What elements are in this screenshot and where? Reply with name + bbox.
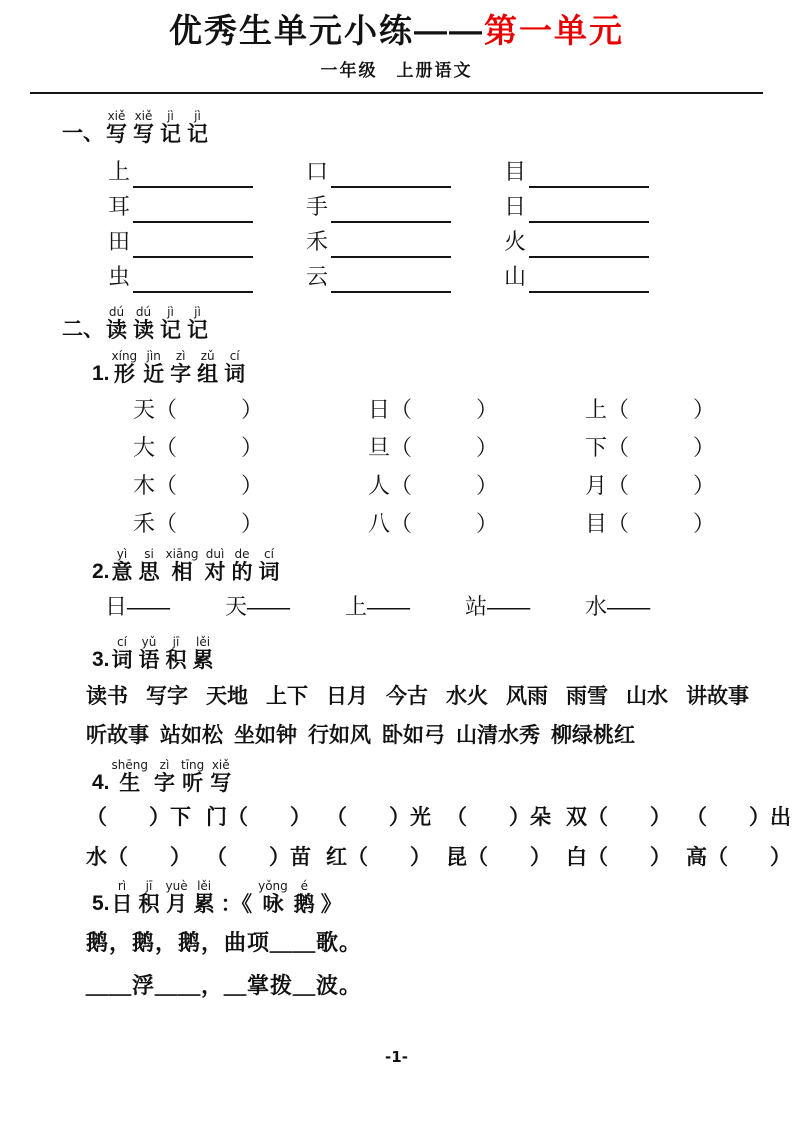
close-paren: ） (476, 511, 499, 537)
hanzi: 手 (306, 193, 329, 219)
open-paren: （ (155, 435, 178, 461)
pinyin-label: xiāng (165, 547, 199, 562)
word-item: 门（ ） (206, 804, 311, 829)
open-paren: （ (607, 435, 630, 461)
word-item: 山清水秀 (456, 723, 540, 748)
pinyin-label: dú (106, 304, 127, 319)
hanzi: 日 (105, 594, 128, 620)
close-paren: ） (241, 511, 264, 537)
heading-char: 词cí (258, 547, 280, 585)
write-item (504, 195, 702, 219)
open-paren: （ (607, 511, 630, 537)
bracket-item (133, 393, 368, 424)
close-paren: ） (241, 473, 264, 499)
open-paren: （ (390, 511, 413, 537)
dash-blank: —— (367, 594, 410, 620)
pinyin-label: tīng (180, 757, 205, 772)
hanzi: 站 (465, 594, 488, 620)
blank-line (331, 288, 451, 293)
heading-char: 词cí (111, 635, 133, 673)
q1-heading (92, 350, 763, 386)
close-paren: ） (241, 397, 264, 423)
open-paren: （ (607, 397, 630, 423)
close-paren: ） (476, 473, 499, 499)
blank-line (529, 183, 649, 188)
word-item: 水火 (446, 684, 488, 709)
q5-number: 5. (92, 891, 110, 915)
grid-row (133, 430, 763, 468)
hanzi: 大 (133, 435, 156, 461)
pinyin-label: zì (153, 757, 175, 772)
pinyin-label: zì (170, 349, 192, 364)
hanzi: 云 (306, 263, 329, 289)
word-item: 雨雪 (566, 684, 608, 709)
blank-line (529, 288, 649, 293)
word-accumulation-line1 (86, 684, 763, 709)
word-item: （ ）出 (686, 804, 791, 829)
word-item: 昆（ ） (446, 844, 551, 869)
pinyin-label: zǔ (197, 349, 219, 364)
heading-char: 积jī (138, 878, 160, 916)
pinyin-label: jì (160, 108, 181, 123)
heading-char: 积jī (165, 635, 187, 673)
dash-blank: —— (247, 594, 290, 620)
heading-char: 读dú (133, 304, 154, 342)
grid-row (133, 468, 763, 506)
heading-char: 字zì (153, 757, 175, 795)
pinyin-label: rì (111, 878, 133, 893)
q3-title (112, 636, 220, 672)
blank-line (133, 218, 253, 223)
blank-line (133, 253, 253, 258)
word-item: 风雨 (506, 684, 548, 709)
hanzi: 禾 (306, 228, 329, 254)
dash-blank: —— (607, 594, 650, 620)
word-item: 讲故事 (686, 684, 749, 709)
pinyin-label: si (138, 547, 160, 562)
dash-blank: —— (127, 594, 170, 620)
page-subtitle: 一年级 上册语文 (320, 60, 473, 80)
q4-title (112, 759, 238, 795)
pinyin-label: yuè (165, 878, 188, 893)
hanzi: 日 (504, 193, 527, 219)
heading-char: 对duì (204, 547, 226, 585)
dictation-line1 (86, 804, 791, 830)
pinyin-label: xiě (210, 757, 232, 772)
open-paren: （ (155, 473, 178, 499)
pinyin-label: xíng (111, 349, 138, 364)
hanzi: 日 (368, 397, 391, 423)
bracket-item (368, 393, 585, 424)
heading-char: 记jì (187, 108, 208, 146)
hanzi: 人 (368, 473, 391, 499)
opposite-item (585, 594, 649, 620)
bracket-item (133, 507, 368, 538)
pinyin-label: dú (133, 304, 154, 319)
grid-row (108, 154, 763, 189)
pinyin-label: shēng (111, 757, 148, 772)
word-item: 柳绿桃红 (551, 723, 635, 748)
hanzi: 旦 (368, 435, 391, 461)
heading-char: ：《 (221, 893, 253, 916)
pinyin-label: lěi (193, 878, 215, 893)
heading-char: 读dú (106, 304, 127, 342)
write-item (108, 160, 306, 184)
word-item: （ ）朵 (446, 804, 551, 829)
similar-characters-grid (133, 392, 763, 544)
section1-title (106, 110, 214, 146)
opposite-item (225, 594, 289, 620)
heading-char: 相xiāng (165, 547, 199, 585)
heading-char: 月yuè (165, 878, 188, 916)
pinyin-label: jì (187, 108, 208, 123)
pinyin-label: lěi (192, 635, 214, 650)
close-paren: ） (693, 473, 716, 499)
q4-heading (92, 759, 763, 795)
hanzi: 木 (133, 473, 156, 499)
hanzi: 上 (585, 397, 608, 423)
word-item: 今古 (386, 684, 428, 709)
page-number: -1- (385, 1048, 408, 1066)
word-item: 高（ ） (686, 844, 791, 869)
bracket-item (368, 431, 585, 462)
write-item (504, 230, 702, 254)
heading-char: 听tīng (180, 757, 205, 795)
grid-row (108, 189, 763, 224)
hanzi: 月 (585, 473, 608, 499)
heading-char: 累lěi (193, 878, 215, 916)
write-item (108, 195, 306, 219)
heading-char: 记jì (160, 108, 181, 146)
open-paren: （ (390, 473, 413, 499)
q3-heading (92, 636, 763, 672)
dictation-line2 (86, 844, 791, 870)
close-paren: ） (476, 435, 499, 461)
heading-char: 语yǔ (138, 635, 160, 673)
word-item: 日月 (326, 684, 368, 709)
hanzi: 耳 (108, 193, 131, 219)
pinyin-label: de (231, 547, 253, 562)
heading-char: 咏yǒng (258, 878, 288, 916)
bracket-item (585, 469, 715, 500)
hanzi: 天 (225, 594, 248, 620)
word-item: 听故事 (86, 723, 149, 748)
blank-line (331, 218, 451, 223)
heading-char: 日rì (111, 878, 133, 916)
pinyin-label: xiě (106, 108, 127, 123)
close-paren: ） (241, 435, 264, 461)
blank-line (331, 183, 451, 188)
blank-line (331, 253, 451, 258)
page-title (0, 0, 793, 50)
pinyin-label: duì (204, 547, 226, 562)
pinyin-label: é (293, 878, 315, 893)
write-item (306, 160, 504, 184)
q2-title (112, 548, 286, 584)
section1-number: 一、 (62, 121, 104, 145)
hanzi: 目 (504, 158, 527, 184)
pinyin-label: xiě (133, 108, 154, 123)
hanzi: 田 (108, 228, 131, 254)
word-item: 读书 (86, 684, 128, 709)
pinyin-label: jì (187, 304, 208, 319)
blank-line (529, 218, 649, 223)
section2-number: 二、 (62, 317, 104, 341)
close-paren: ） (693, 397, 716, 423)
heading-char: 写xiě (210, 757, 232, 795)
bracket-item (585, 431, 715, 462)
bracket-item (133, 469, 368, 500)
worksheet-content (0, 94, 793, 1000)
close-paren: ） (693, 435, 716, 461)
heading-char: 写xiě (106, 108, 127, 146)
q1-title (112, 350, 252, 386)
word-item: 红（ ） (326, 844, 431, 869)
bracket-item (133, 431, 368, 462)
pinyin-label: cí (111, 635, 133, 650)
write-item (504, 160, 702, 184)
bracket-item (368, 469, 585, 500)
word-accumulation-line2 (86, 723, 763, 748)
close-paren: ） (476, 397, 499, 423)
opposite-item (345, 594, 409, 620)
pinyin-label: yì (111, 547, 133, 562)
blank-line (529, 253, 649, 258)
opposite-item (105, 594, 169, 620)
hanzi: 八 (368, 511, 391, 537)
open-paren: （ (390, 435, 413, 461)
word-item: 站如松 (160, 723, 223, 748)
bracket-item (585, 507, 715, 538)
pinyin-label: jī (165, 635, 187, 650)
open-paren: （ (390, 397, 413, 423)
pinyin-label: cí (258, 547, 280, 562)
pinyin-label: jìn (143, 349, 165, 364)
heading-char: 近jìn (143, 349, 165, 387)
pinyin-label: yǒng (258, 878, 288, 893)
q4-number: 4. (92, 770, 110, 794)
heading-char: 》 (321, 893, 342, 916)
poem-line2: ＿＿浮＿＿，＿掌拨＿波。 (86, 973, 363, 999)
hanzi: 虫 (108, 263, 131, 289)
title-black-part: 优秀生单元小练—— (169, 12, 484, 49)
grid-row (108, 224, 763, 259)
heading-char: 思si (138, 547, 160, 585)
hanzi: 上 (108, 158, 131, 184)
hanzi: 下 (585, 435, 608, 461)
open-paren: （ (155, 397, 178, 423)
bracket-item (585, 393, 715, 424)
word-item: 白（ ） (566, 844, 671, 869)
pinyin-label: jì (160, 304, 181, 319)
hanzi: 火 (504, 228, 527, 254)
open-paren: （ (155, 511, 178, 537)
word-item: 山水 (626, 684, 668, 709)
word-item: 上下 (266, 684, 308, 709)
word-item: 天地 (206, 684, 248, 709)
open-paren: （ (607, 473, 630, 499)
hanzi: 禾 (133, 511, 156, 537)
section2-title (106, 306, 214, 342)
close-paren: ） (693, 511, 716, 537)
heading-char: 字zì (170, 349, 192, 387)
q2-heading (92, 548, 763, 584)
write-item (306, 230, 504, 254)
heading-char: 词cí (224, 349, 246, 387)
dash-blank: —— (487, 594, 530, 620)
heading-char: 记jì (187, 304, 208, 342)
write-item (504, 265, 702, 289)
hanzi: 山 (504, 263, 527, 289)
bracket-item (368, 507, 585, 538)
opposite-item (465, 594, 529, 620)
pinyin-label (321, 879, 342, 893)
heading-char: 的de (231, 547, 253, 585)
write-item (306, 265, 504, 289)
word-item: 双（ ） (566, 804, 671, 829)
heading-char: 生shēng (111, 757, 148, 795)
heading-char: 写xiě (133, 108, 154, 146)
word-item: （ ）下 (86, 804, 191, 829)
pinyin-label (221, 879, 252, 893)
poem-line1: 鹅，鹅，鹅，曲项＿＿歌。 (86, 930, 363, 956)
write-item (108, 265, 306, 289)
write-memorize-grid (108, 154, 763, 294)
word-item: 水（ ） (86, 844, 191, 869)
q5-heading (92, 880, 763, 916)
hanzi: 天 (133, 397, 156, 423)
q2-number: 2. (92, 560, 110, 584)
word-item: 写字 (146, 684, 188, 709)
hanzi: 上 (345, 594, 368, 620)
word-item: 行如风 (308, 723, 371, 748)
grid-row (108, 259, 763, 294)
title-red-part: 第一单元 (484, 12, 624, 49)
word-item: 卧如弓 (382, 723, 445, 748)
heading-char: 形xíng (111, 349, 138, 387)
heading-char: 鹅é (293, 878, 315, 916)
write-item (306, 195, 504, 219)
word-item: 坐如钟 (234, 723, 297, 748)
grid-row (133, 392, 763, 430)
blank-line (133, 183, 253, 188)
hanzi: 口 (306, 158, 329, 184)
pinyin-label: yǔ (138, 635, 160, 650)
grid-row (133, 506, 763, 544)
write-item (108, 230, 306, 254)
hanzi: 目 (585, 511, 608, 537)
heading-char: 意yì (111, 547, 133, 585)
pinyin-label: cí (224, 349, 246, 364)
section1-heading (62, 110, 763, 146)
word-item: （ ）光 (326, 804, 431, 829)
pinyin-label: jī (138, 878, 160, 893)
heading-char: 累lěi (192, 635, 214, 673)
q3-number: 3. (92, 648, 110, 672)
heading-char: 记jì (160, 304, 181, 342)
opposite-words-row (105, 594, 763, 624)
hanzi: 水 (585, 594, 608, 620)
heading-char: 组zǔ (197, 349, 219, 387)
q5-title (112, 880, 348, 916)
word-item: （ ）苗 (206, 844, 311, 869)
blank-line (133, 288, 253, 293)
section2-heading (62, 306, 763, 342)
q1-number: 1. (92, 362, 110, 386)
